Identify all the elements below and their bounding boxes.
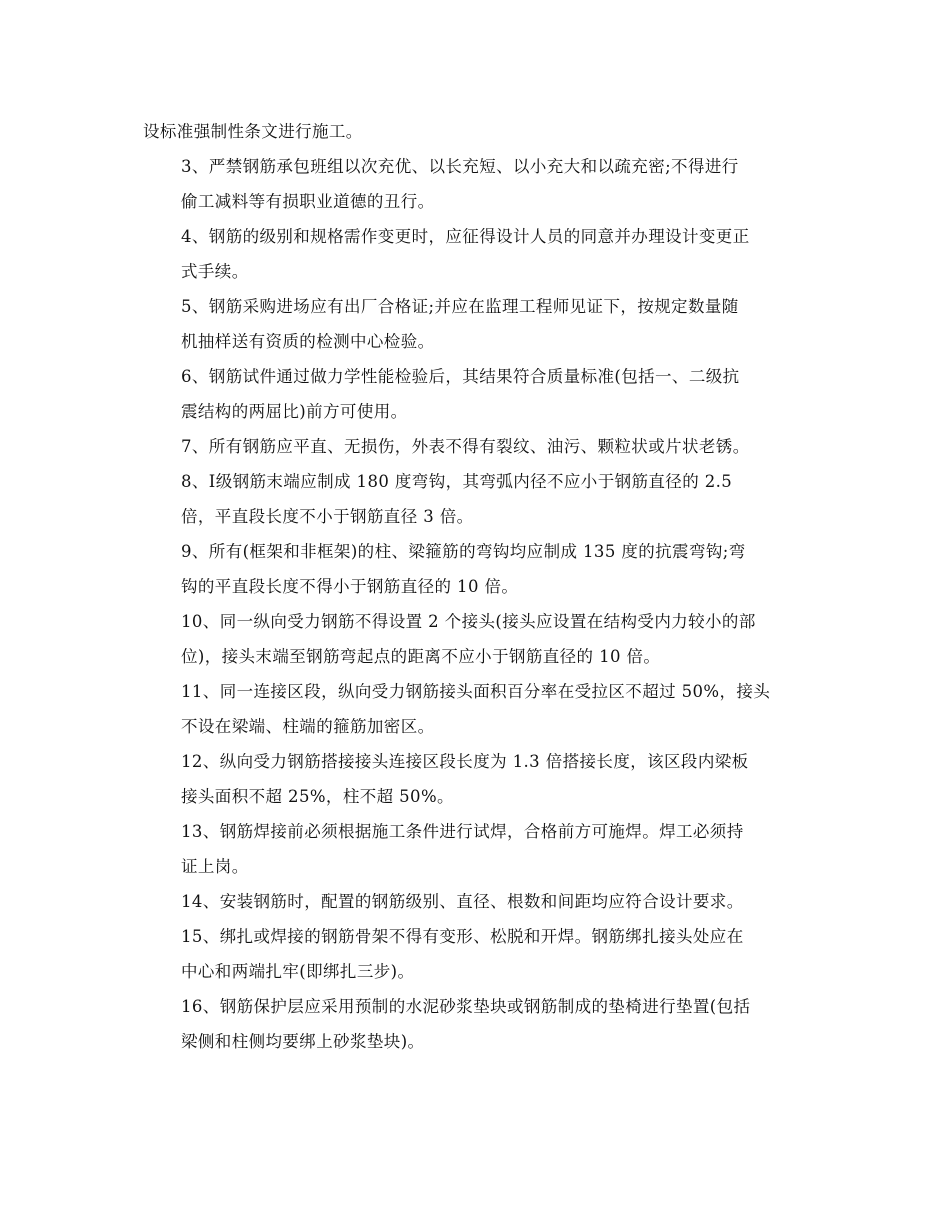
text-line: 3、严禁钢筋承包班组以次充优、以长充短、以小充大和以疏充密;不得进行 — [181, 157, 739, 176]
paragraph — [143, 674, 807, 744]
text-line: 梁侧和柱侧均要绑上砂浆垫块)。 — [181, 1032, 425, 1051]
text-line: 11、同一连接区段，纵向受力钢筋接头面积百分率在受拉区不超过 50%，接头 — [181, 682, 771, 701]
paragraph — [143, 429, 807, 464]
paragraph — [143, 884, 807, 919]
text-line: 不设在梁端、柱端的箍筋加密区。 — [181, 717, 435, 736]
text-line: 机抽样送有资质的检测中心检验。 — [181, 332, 435, 351]
paragraph — [143, 289, 807, 359]
text-line: 证上岗。 — [181, 857, 249, 876]
text-line: 15、绑扎或焊接的钢筋骨架不得有变形、松脱和开焊。钢筋绑扎接头处应在 — [181, 927, 744, 946]
paragraph — [143, 919, 807, 989]
paragraph — [143, 149, 807, 219]
paragraph — [143, 989, 807, 1059]
text-line: 倍，平直段长度不小于钢筋直径 3 倍。 — [181, 507, 474, 526]
text-line: 8、Ⅰ级钢筋末端应制成 180 度弯钩，其弯弧内径不应小于钢筋直径的 2.5 — [181, 472, 733, 491]
text-line: 位)，接头末端至钢筋弯起点的距离不应小于钢筋直径的 10 倍。 — [181, 647, 661, 666]
paragraph — [143, 464, 807, 534]
document-body — [143, 114, 807, 1059]
text-line: 10、同一纵向受力钢筋不得设置 2 个接头(接头应设置在结构受内力较小的部 — [181, 612, 756, 631]
paragraph — [143, 814, 807, 884]
paragraph — [143, 114, 807, 149]
text-line: 7、所有钢筋应平直、无损伤，外表不得有裂纹、油污、颗粒状或片状老锈。 — [181, 437, 750, 456]
text-line: 式手续。 — [181, 262, 249, 281]
text-line: 震结构的两屈比)前方可使用。 — [181, 402, 408, 421]
text-line: 6、钢筋试件通过做力学性能检验后，其结果符合质量标准(包括一、二级抗 — [181, 367, 740, 386]
text-line: 偷工减料等有损职业道德的丑行。 — [181, 192, 435, 211]
text-line: 4、钢筋的级别和规格需作变更时，应征得设计人员的同意并办理设计变更正 — [181, 227, 750, 246]
text-line: 钩的平直段长度不得小于钢筋直径的 10 倍。 — [181, 577, 519, 596]
paragraph — [143, 744, 807, 814]
text-line: 14、安装钢筋时，配置的钢筋级别、直径、根数和间距均应符合设计要求。 — [181, 892, 744, 911]
paragraph — [143, 359, 807, 429]
text-line: 9、所有(框架和非框架)的柱、梁箍筋的弯钩均应制成 135 度的抗震弯钩;弯 — [181, 542, 746, 561]
text-line: 16、钢筋保护层应采用预制的水泥砂浆垫块或钢筋制成的垫椅进行垫置(包括 — [181, 997, 751, 1016]
text-line: 13、钢筋焊接前必须根据施工条件进行试焊，合格前方可施焊。焊工必须持 — [181, 822, 744, 841]
text-line: 设标准强制性条文进行施工。 — [143, 122, 363, 141]
paragraph — [143, 219, 807, 289]
paragraph — [143, 534, 807, 604]
text-line: 中心和两端扎牢(即绑扎三步)。 — [181, 962, 415, 981]
text-line: 12、纵向受力钢筋搭接接头连接区段长度为 1.3 倍搭接长度，该区段内梁板 — [181, 752, 749, 771]
text-line: 接头面积不超 25%，柱不超 50%。 — [181, 787, 454, 806]
paragraph — [143, 604, 807, 674]
text-line: 5、钢筋采购进场应有出厂合格证;并应在监理工程师见证下，按规定数量随 — [181, 297, 739, 316]
